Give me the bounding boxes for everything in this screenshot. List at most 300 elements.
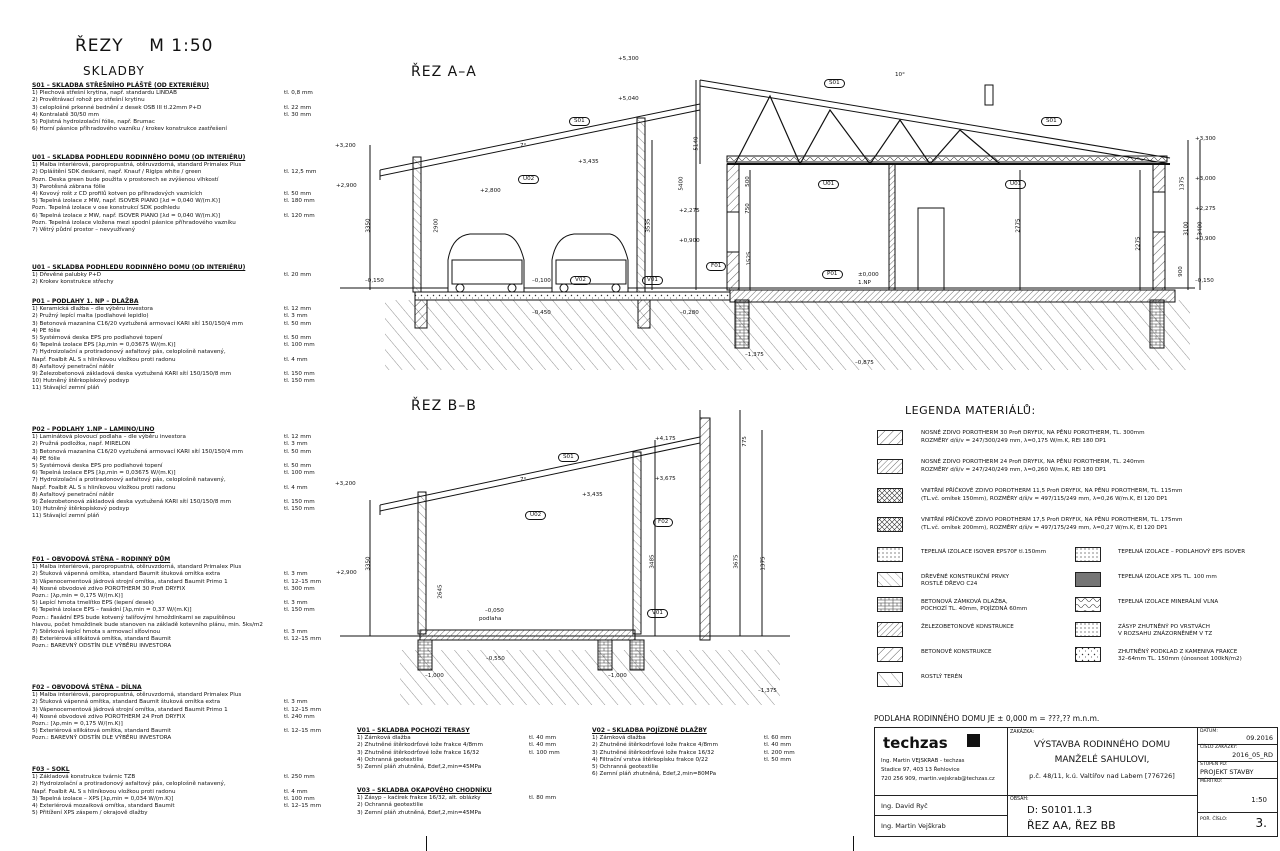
layer-text: 5) Systémová deska EPS pro podlahové topení — [32, 463, 163, 470]
bb-u02: U02 — [525, 511, 546, 520]
aa-s01-left: S01 — [569, 117, 590, 126]
bb-s01: S01 — [558, 453, 579, 462]
layer-text: 4) Kovový rošt z CD profilů kotven po příhradových vaznících — [32, 191, 203, 198]
layer-thickness: tl. 4 mm — [284, 356, 308, 363]
layer-text: 2) Opláštění SDK deskami, např. Knauf / Rigips white / green — [32, 169, 202, 176]
aa-r-3000: +3,000 — [1195, 176, 1216, 182]
legend-swatch — [877, 622, 903, 637]
layer-row — [592, 771, 812, 778]
layer-thickness: tl. 12–15 mm — [284, 803, 322, 810]
layer-text: 3) Betonová mazanina C16/20 vyztužená armovací KARI sítí 150/150/4 mm — [32, 448, 243, 455]
sheet-marker — [853, 836, 854, 851]
layer-thickness: tl. 3 mm — [284, 441, 308, 448]
sheet-number-label: POŘ. ČÍSLO: — [1200, 817, 1228, 822]
legend-label: ZHUTNĚNÝ PODKLAD Z KAMENIVA FRAKCE — [1118, 649, 1238, 655]
legend-label: ZÁSYP ZHUTNĚNÝ PO VRSTVÁCH — [1118, 624, 1210, 630]
bb-level-3435: +3,435 — [582, 492, 603, 498]
layer-thickness: tl. 40 mm — [764, 742, 792, 749]
layer-row — [357, 802, 577, 809]
section-title: F02 – OBVODOVÁ STĚNA – DÍLNA — [32, 684, 142, 691]
aa-u01-a: U01 — [818, 180, 839, 189]
layer-thickness: tl. 50 mm — [284, 191, 312, 198]
layer-text: 10) Hutněný štěrkopískový podsyp — [32, 378, 130, 385]
person-name: Ing. Martin Vejškrab — [881, 822, 946, 830]
paving-section — [592, 727, 812, 778]
layer-text: 1) Malba interiérová, paropropustná, otěruvzdorná, standard Primalex Plus — [32, 564, 242, 571]
layer-text: 3) Parotěsná zábrana fólie — [32, 183, 106, 190]
project-line: MANŽELÉ SAHULOVI, — [1054, 755, 1150, 765]
layer-thickness: tl. 250 mm — [284, 774, 315, 781]
legend-label: TEPELNÁ IZOLACE – PODLAHOVÝ EPS ISOVER — [1118, 549, 1246, 555]
aa-floor-label: 1.NP — [858, 280, 871, 286]
bb-dim-3485: 3485 — [649, 554, 656, 569]
layer-thickness — [764, 771, 812, 778]
aa-dim-3400: 3400 — [1197, 221, 1204, 236]
aa-r-3300: +3,300 — [1195, 136, 1216, 142]
aa-dim-3100: 3100 — [1183, 221, 1190, 236]
aa-s01-right: S01 — [1041, 117, 1062, 126]
legend-sublabel: (TL.vč. omítek 200mm), ROZMĚRY d/š/v = 497/175/249 mm, λ=0,27 W/m.K, EI 120 DP1 — [921, 525, 1168, 531]
layer-thickness — [764, 764, 812, 771]
layer-row — [357, 757, 577, 764]
layer-thickness: tl. 12–15 mm — [284, 636, 322, 643]
layer-thickness — [529, 764, 577, 771]
layer-thickness: tl. 3 mm — [284, 600, 308, 607]
aa-level-0450: –0,450 — [532, 310, 551, 316]
layer-text: 9) Železobetonová základová deska vyztužená KARI sítí 150/150/8 mm — [32, 371, 232, 378]
legend-label: TEPELNÁ IZOLACE MINERÁLNÍ VLNA — [1118, 599, 1219, 605]
layer-thickness: tl. 150 mm — [284, 499, 315, 506]
layer-text: 1) Malba interiérová, paropropustná, otěruvzdorná, standard Primalex Plus — [32, 162, 242, 169]
scale-value: 1:50 — [1251, 796, 1267, 804]
layer-thickness: tl. 22 mm — [284, 104, 312, 111]
aa-f01: F01 — [706, 262, 726, 271]
title-block — [874, 727, 1278, 837]
bb-f02: F02 — [653, 518, 673, 527]
layer-text: Pozn.: [λp,min = 0,175 W/(m.K)] — [32, 721, 123, 728]
aa-v02: V02 — [570, 276, 591, 285]
aa-level-5300: +5,300 — [618, 56, 639, 62]
aa-dim-3535: 3535 — [645, 218, 652, 233]
layer-text: 2) Štuková vápenná omítka, standard Baumit štuková omítka extra — [32, 571, 221, 578]
aa-r-0150: –0,150 — [1195, 278, 1214, 284]
layer-thickness: tl. 3 mm — [284, 313, 308, 320]
bb-floor-note: podlaha — [479, 616, 502, 622]
aa-dim-2275: 2275 — [1135, 236, 1142, 251]
layer-text: 5) Systémová deska EPS pro podlahové topení — [32, 335, 163, 342]
aa-dim-1525: 1525 — [746, 251, 753, 266]
layer-text: Pozn.: Fasádní EPS bude kotvený talířovými hmoždinkami se zapuštěnou — [32, 614, 236, 621]
aa-level-0100: –0,100 — [532, 278, 551, 284]
layer-text: Pozn.: [λp,min = 0,175 W/(m.K)] — [32, 593, 123, 600]
person-name: Ing. David Ryč — [881, 802, 928, 810]
layer-text: 1) Laminátová plovoucí podlaha – dle výběru investora — [32, 434, 186, 441]
aa-dim-2900: 2900 — [433, 218, 440, 233]
cut-aa — [340, 80, 1200, 370]
layer-thickness: tl. 50 mm — [284, 335, 312, 342]
drawing-number: D: S0101.1.3 — [1027, 805, 1093, 816]
layer-thickness — [529, 757, 577, 764]
cut-aa-title: ŘEZ A–A — [411, 64, 477, 80]
layer-thickness: tl. 150 mm — [284, 371, 315, 378]
aa-level-0280: –0,280 — [680, 310, 699, 316]
section-title: P01 – PODLAHY 1. NP – DLAŽBA — [32, 298, 139, 305]
layer-text: 6) Tepelná izolace EPS [λp,min = 0,03675 W/(m.K)] — [32, 342, 176, 349]
zakazka-label: ZAKÁZKA: — [1010, 730, 1035, 735]
bb-dim-3675: 3675 — [733, 554, 740, 569]
job-number-value: 2016_05_RD — [1232, 751, 1273, 759]
layer-text: 1) Malba interiérová, paropropustná, otěruvzdorná, standard Primalex Plus — [32, 692, 242, 699]
bb-level-3675: +3,675 — [655, 476, 676, 482]
layer-thickness: tl. 3 mm — [284, 629, 308, 636]
legend-label: TEPELNÁ IZOLACE ISOVER EPS70F tl.150mm — [921, 549, 1047, 555]
aa-level-3200: +3,200 — [335, 143, 356, 149]
layer-text: 1) Základová konstrukce tvárnic TZB — [32, 774, 136, 781]
layer-text: 6) Tepelná izolace EPS – fasádní [λp,min = 0,37 W/(m.K)] — [32, 607, 192, 614]
stage-label: STUPEŇ PD: — [1200, 762, 1228, 767]
bb-dim-1375: 1375 — [760, 556, 767, 571]
subtitle: SKLADBY — [83, 64, 145, 78]
layer-row — [592, 742, 812, 749]
layer-text: 1) Keramická dlažba – dle výběru investora — [32, 306, 153, 313]
layer-thickness: tl. 50 mm — [764, 756, 792, 763]
layer-text: 3) Zhutněné štěrkodrťové lože frakce 16/32 — [357, 749, 480, 756]
layer-thickness: tl. 200 mm — [764, 749, 795, 756]
aa-level-0150: –0,150 — [365, 278, 384, 284]
layer-text: Např. Foalbit AL S s hliníkovou vložkou proti radonu — [32, 484, 176, 491]
layer-thickness: tl. 20 mm — [284, 272, 312, 279]
layer-text: 4) Filtrační vrstva štěrkopísku frakce 0/22 — [592, 756, 709, 763]
bb-level-2900: +2,900 — [336, 570, 357, 576]
layer-text: 6) Zemní pláň zhutněná, Edef,2,min=80MPa — [592, 771, 717, 778]
layer-text: 3) Tepelná izolace – XPS [λp,min = 0,034 W/(m.K)] — [32, 795, 174, 802]
logo-mark-icon — [967, 734, 980, 747]
layer-text: 4) Kontralatě 30/50 mm — [32, 111, 99, 118]
legend-swatch — [1075, 622, 1101, 637]
layer-thickness: tl. 100 mm — [284, 470, 315, 477]
content-label: OBSAH: — [1010, 797, 1029, 802]
layer-thickness: tl. 3 mm — [284, 699, 308, 706]
stage-value: PROJEKT STAVBY — [1200, 768, 1254, 776]
layer-text: 3) Betonová mazanina C16/20 vyztužená armovací KARI sítí 150/150/4 mm — [32, 320, 243, 327]
project-line: p.č. 48/11, k.ú. Valtířov nad Labem [776726] — [1029, 772, 1175, 780]
legend-title: LEGENDA MATERIÁLŮ: — [905, 404, 1036, 417]
legend-swatch — [1075, 572, 1101, 587]
company-line: Stadice 97, 403 13 Řehlovice — [881, 767, 960, 773]
section-title: F01 – OBVODOVÁ STĚNA – RODINNÝ DŮM — [32, 556, 171, 563]
layer-row — [357, 764, 577, 771]
legend-sublabel: V ROZSAHU ZNÁZORNĚNÉM V TZ — [1118, 631, 1213, 637]
layer-thickness: tl. 0,8 mm — [284, 90, 313, 97]
aa-dim-900: 900 — [1177, 266, 1184, 277]
paving-section — [357, 727, 577, 771]
layer-text: 6) Tepelná izolace z MW, např. ISOVER PIANO [λd = 0,040 W/(m.K)] — [32, 212, 221, 219]
section-title: P02 – PODLAHY 1.NP – LAMINO/LINO — [32, 426, 155, 433]
layer-text: 8) Exteriérová silikátová omítka, standard Baumit — [32, 636, 172, 643]
aa-u02: U02 — [518, 175, 539, 184]
layer-text: 1) Plechová střešní krytina, např. standardu LINDAB — [32, 90, 177, 97]
legend-label: VNITŘNÍ PŘÍČKOVÉ ZDIVO POROTHERM 11,5 Profi DRYFIX, NA PĚNU POROTHERM, TL. 115mm — [921, 488, 1183, 494]
sheet-number-cell — [1197, 812, 1277, 836]
legend-label: VNITŘNÍ PŘÍČKOVÉ ZDIVO POROTHERM 17,5 Profi DRYFIX, NA PĚNU POROTHERM, TL. 175mm — [921, 517, 1183, 523]
bb-level-3200: +3,200 — [335, 481, 356, 487]
layer-text: 2) Hydroizolační a protiradonový asfaltový pás, celoplošně natavený, — [32, 781, 226, 788]
aa-u01-b: U01 — [1005, 180, 1026, 189]
layer-text: Pozn.: BAREVNÝ ODSTÍN DLE VÝBĚRU INVESTORA — [32, 643, 172, 650]
legend-swatch — [877, 517, 903, 532]
layer-thickness: tl. 3 mm — [284, 571, 308, 578]
bb-angle-7: 7° — [520, 477, 527, 483]
layer-text: 3) Zhutněné štěrkodrťové lože frakce 16/32 — [592, 749, 715, 756]
section-title: S01 – SKLADBA STŘEŠNÍHO PLÁŠTĚ (OD EXTERIÉRU) — [32, 82, 209, 89]
layer-row — [357, 750, 577, 757]
layer-text: 2) Pružný lepící malta (podlahové lepidlo) — [32, 313, 149, 320]
aa-r-2275: +2,275 — [1195, 206, 1216, 212]
layer-text: 4) Ochranná geotextilie — [357, 756, 424, 763]
layer-text: 11) Stávající zemní pláň — [32, 385, 100, 392]
bb-level-1000a: –1,000 — [425, 673, 444, 679]
layer-thickness: tl. 50 mm — [284, 448, 312, 455]
legend-swatch — [877, 572, 903, 587]
layer-text: 1) Zámková dlažba — [592, 735, 646, 742]
layer-thickness: tl. 50 mm — [284, 320, 312, 327]
legend-sublabel: POCHOZÍ TL. 40mm, POJÍZDNÁ 60mm — [921, 606, 1028, 612]
aa-level-3435: +3,435 — [578, 159, 599, 165]
layer-thickness: tl. 100 mm — [529, 749, 560, 756]
legend-label: NOSNÉ ZDIVO POROTHERM 24 Profi DRYFIX, NA PĚNU POROTHERM, TL. 240mm — [921, 459, 1145, 465]
layer-text: 1) Dřevěné palubky P+D — [32, 272, 102, 279]
layer-text: 3) Vápenocementová jádrová strojní omítka, standard Baumit Primo 1 — [32, 706, 228, 713]
layer-text: 4) PE fólie — [32, 455, 61, 462]
legend-sublabel: 32–64mm TL. 150mm (únosnost 100kN/m2) — [1118, 656, 1242, 662]
content-box — [1007, 795, 1198, 836]
bb-level-1375: –1,375 — [758, 688, 777, 694]
legend-label: TEPELNÁ IZOLACE XPS TL. 100 mm — [1118, 574, 1217, 580]
bb-level-0050: –0,050 — [485, 608, 504, 614]
legend-swatch — [877, 430, 903, 445]
layer-text: 2) Pružná podložka, např. MIRELON — [32, 441, 131, 448]
layer-thickness: tl. 150 mm — [284, 607, 315, 614]
layer-text: 5) Pojistná hydroizolační fólie, např. Brumac — [32, 119, 155, 126]
legend-swatch — [1075, 647, 1101, 662]
aa-dim-500: 500 — [744, 176, 751, 187]
layer-thickness — [529, 810, 577, 817]
layer-thickness: tl. 300 mm — [284, 585, 315, 592]
sheet-number-value: 3. — [1255, 816, 1267, 830]
layer-thickness: tl. 12–15 mm — [284, 706, 322, 713]
layer-thickness: tl. 150 mm — [284, 506, 315, 513]
scale-label: MĚŘÍTKO: — [1200, 779, 1223, 784]
bb-dim-3350: 3350 — [365, 556, 372, 571]
layer-thickness: tl. 120 mm — [284, 212, 315, 219]
legend-sublabel: ROZMĚRY d/š/v = 247/300/249 mm, λ=0,175 W/m.K, REI 180 DP1 — [921, 438, 1107, 444]
section-title: U01 – SKLADBA PODHLEDU RODINNÉHO DOMU (OD INTERIÉRU) — [32, 264, 246, 271]
bb-level-4175: +4,175 — [655, 436, 676, 442]
date-label: DATUM: — [1200, 729, 1218, 734]
legend-label: DŘEVĚNÉ KONSTRUKČNÍ PRVKY — [921, 574, 1010, 580]
bb-level-1000b: –1,000 — [608, 673, 627, 679]
layer-text: 2) Zhutněné štěrkodrťové lože frakce 4/8mm — [357, 742, 483, 749]
company-line: Ing. Martin VEJSKRAB - techzas — [881, 758, 965, 764]
layer-text: Např. Foalbit AL S s hliníkovou vložkou proti radonu — [32, 788, 176, 795]
sheet-marker — [426, 836, 427, 851]
section-title: V03 – SKLADBA OKAPOVÉHO CHODNÍKU — [357, 787, 492, 794]
bb-dim-2645: 2645 — [437, 584, 444, 599]
aa-v01: V01 — [642, 276, 663, 285]
layer-thickness: tl. 80 mm — [529, 795, 557, 802]
layer-text: 2) Krokev konstrukce střechy — [32, 279, 114, 286]
layer-text: Pozn.: BAREVNÝ ODSTÍN DLE VÝBĚRU INVESTORA — [32, 735, 172, 742]
legend-label: NOSNÉ ZDIVO POROTHERM 30 Profi DRYFIX, NA PĚNU POROTHERM, TL. 300mm — [921, 430, 1145, 436]
layer-row — [357, 742, 577, 749]
aa-level-1375: –1,375 — [745, 352, 764, 358]
layer-thickness: tl. 100 mm — [284, 795, 315, 802]
layer-text: 4) PE fólie — [32, 327, 61, 334]
layer-text: 5) Ochranná geotextilie — [592, 764, 659, 771]
legend-label: BETONOVÁ ZÁMKOVÁ DLAŽBA, — [921, 599, 1008, 605]
project-box — [1007, 728, 1198, 796]
legend-swatch — [1075, 597, 1101, 612]
aa-level-2275: +2,275 — [679, 208, 700, 214]
layer-text: Pozn. Deska green bude použita v prostorech se zvýšenou vlhkostí — [32, 176, 219, 183]
job-number-cell — [1197, 744, 1277, 762]
section-title: V02 – SKLADBA POJÍZDNÉ DLAŽBY — [592, 727, 707, 734]
legend-sublabel: (TL.vč. omítek 150mm), ROZMĚRY d/š/v = 497/115/249 mm, λ=0,26 W/m.K, EI 120 DP1 — [921, 496, 1168, 502]
aa-level-0875: –0,875 — [855, 360, 874, 366]
layer-row — [357, 810, 577, 817]
layer-text: 7) Větrý půdní prostor – nevyužívaný — [32, 227, 136, 234]
layer-text: 3) Zemní pláň zhutněná, Edef,2,min=45MPa — [357, 809, 482, 816]
floor-level-note: PODLAHA RODINNÉHO DOMU JE ± 0,000 m = ???,?? m.n.m. — [874, 714, 1100, 723]
legend-label: ŽELEZOBETONOVÉ KONSTRUKCE — [921, 624, 1014, 630]
legend-swatch — [1075, 547, 1101, 562]
layer-text: 2) Ochranná geotextilie — [357, 802, 424, 809]
layer-thickness: tl. 12–15 mm — [284, 578, 322, 585]
aa-angle-10: 10° — [895, 72, 905, 78]
aa-level-5040: +5,040 — [618, 96, 639, 102]
layer-row — [592, 757, 812, 764]
layer-thickness: tl. 100 mm — [284, 342, 315, 349]
job-number-label: ČÍSLO ZAKÁZKY: — [1200, 745, 1238, 750]
layer-text: 7) Hydroizolační a protiradonový asfaltový pás, celoplošně natavený, — [32, 477, 226, 484]
layer-thickness: tl. 4 mm — [284, 788, 308, 795]
aa-level-0000: ±0,000 — [858, 272, 879, 278]
legend-swatch — [877, 488, 903, 503]
layer-text: 6) Tepelná izolace EPS [λp,min = 0,03675 W/(m.K)] — [32, 470, 176, 477]
layer-thickness: tl. 60 mm — [764, 735, 792, 742]
aa-dim-5140: 5140 — [693, 136, 700, 151]
layer-text: 10) Hutněný štěrkopískový podsyp — [32, 506, 130, 513]
bb-v01: V01 — [647, 609, 668, 618]
layer-text: Pozn. Tepelná izolace vložena mezi spodní pásnice příhradového vazníku — [32, 219, 236, 226]
stage-cell — [1197, 761, 1277, 779]
aa-dim-5400: 5400 — [678, 176, 685, 191]
layer-text: 2) Zhutněné štěrkodrťové lože frakce 4/8mm — [592, 742, 718, 749]
aa-level-2800: +2,800 — [480, 188, 501, 194]
aa-dim-3350: 3350 — [365, 218, 372, 233]
section-title: V01 – SKLADBA POCHOZÍ TERASY — [357, 727, 470, 734]
aa-angle-7: 7° — [520, 143, 527, 149]
bb-dim-775: 775 — [741, 436, 748, 447]
layer-thickness — [529, 802, 577, 809]
layer-text: Např. Foalbit AL S s hliníkovou vložkou proti radonu — [32, 356, 176, 363]
legend-swatch — [877, 459, 903, 474]
legend-swatch — [877, 672, 903, 687]
person-row — [875, 815, 1008, 836]
legend-sublabel: ROSTLÉ DŘEVO C24 — [921, 581, 978, 587]
aa-s01-mid: S01 — [824, 79, 845, 88]
company-line: 720 256 909, martin.vejskrab@techzas.cz — [881, 776, 995, 782]
paving-section — [357, 787, 577, 817]
layer-thickness: tl. 12 mm — [284, 306, 312, 313]
layer-text: 9) Železobetonová základová deska vyztužená KARI sítí 150/150/8 mm — [32, 499, 232, 506]
layer-text: 6) Horní pásnice příhradového vazníku / krokev konstrukce zastřešení — [32, 126, 227, 133]
layer-text: 2) Štuková vápenná omítka, standard Baumit štuková omítka extra — [32, 699, 221, 706]
aa-level-0900: +0,900 — [679, 238, 700, 244]
layer-text: 5) Tepelná izolace z MW, např. ISOVER PIANO [λd = 0,040 W/(m.K)] — [32, 198, 221, 205]
layer-thickness: tl. 150 mm — [284, 378, 315, 385]
layer-thickness: tl. 4 mm — [284, 484, 308, 491]
layer-thickness: tl. 12,5 mm — [284, 169, 317, 176]
section-title: U01 – SKLADBA PODHLEDU RODINNÉHO DOMU (OD INTERIÉRU) — [32, 154, 246, 161]
layer-row — [592, 750, 812, 757]
aa-r-0900: +0,900 — [1195, 236, 1216, 242]
drawing-title: ŘEZ AA, ŘEZ BB — [1027, 819, 1116, 832]
cut-bb-title: ŘEZ B–B — [411, 398, 477, 414]
layer-text: 1) Zásyp – kačírek frakce 16/32, alt. oblázky — [357, 795, 481, 802]
page-title: ŘEZY M 1:50 — [75, 36, 214, 56]
layer-thickness: tl. 12–15 mm — [284, 728, 322, 735]
layer-text: 2) Provětrávací rohož pro střešní krytinu — [32, 97, 145, 104]
company-logo: techzas — [883, 734, 948, 752]
layer-text: hlavou, počet hmoždinek bude stanoven na základě kotevního plánu, min. 5ks/m2 — [32, 621, 263, 628]
legend-sublabel: ROZMĚRY d/š/v = 247/240/249 mm, λ=0,260 W/m.K, REI 180 DP1 — [921, 467, 1107, 473]
company-box — [875, 728, 1008, 796]
layer-text: 4) Nosné obvodové zdivo POROTHERM 30 Profi DRYFIX — [32, 585, 186, 592]
layer-text: 7) Stěrková lepící hmota s armovací síťovinou — [32, 629, 161, 636]
layer-text: 1) Zámková dlažba — [357, 735, 411, 742]
legend-swatch — [877, 597, 903, 612]
layer-text: 7) Hydroizolační a protiradonový asfaltový pás, celoplošně natavený, — [32, 349, 226, 356]
layer-text: 3) Vápenocementová jádrová strojní omítka, standard Baumit Primo 1 — [32, 578, 228, 585]
legend-label: ROSTLÝ TERÉN — [921, 674, 963, 680]
layer-text: 4) Exteriérová mozaiková omítka, standard Baumit — [32, 803, 175, 810]
layer-text: 8) Asfaltový penetrační nátěr — [32, 491, 114, 498]
layer-thickness: tl. 40 mm — [529, 742, 557, 749]
section-title: F03 – SOKL — [32, 766, 70, 773]
legend-swatch — [877, 547, 903, 562]
bb-level-0550: –0,550 — [486, 656, 505, 662]
layer-text: 3) celoplošné prkenné bednění z desek OSB III tl.22mm P+D — [32, 104, 202, 111]
aa-p01: P01 — [822, 270, 843, 279]
layer-text: Pozn. Tepelná izolace v ose konstrukcí SDK podhledu — [32, 205, 180, 212]
aa-dim-1375: 1375 — [1179, 176, 1186, 191]
layer-thickness: tl. 240 mm — [284, 713, 315, 720]
layer-thickness: tl. 40 mm — [529, 735, 557, 742]
aa-dim-750: 750 — [744, 203, 751, 214]
date-cell — [1197, 728, 1277, 745]
project-line: VÝSTAVBA RODINNÉHO DOMU — [1033, 740, 1171, 750]
legend-swatch — [877, 647, 903, 662]
person-row — [875, 795, 1008, 816]
layer-text: 5) Přitížení XPS záspem / okrajově dlažby — [32, 810, 148, 817]
legend-label: BETONOVÉ KONSTRUKCE — [921, 649, 992, 655]
layer-text: 5) Zemní pláň zhutněná, Edef,2,min=45MPa — [357, 764, 482, 771]
aa-level-2900: +2,900 — [336, 183, 357, 189]
scale-cell — [1197, 778, 1277, 813]
layer-thickness: tl. 12 mm — [284, 434, 312, 441]
aa-dim-2775: 2775 — [1015, 218, 1022, 233]
